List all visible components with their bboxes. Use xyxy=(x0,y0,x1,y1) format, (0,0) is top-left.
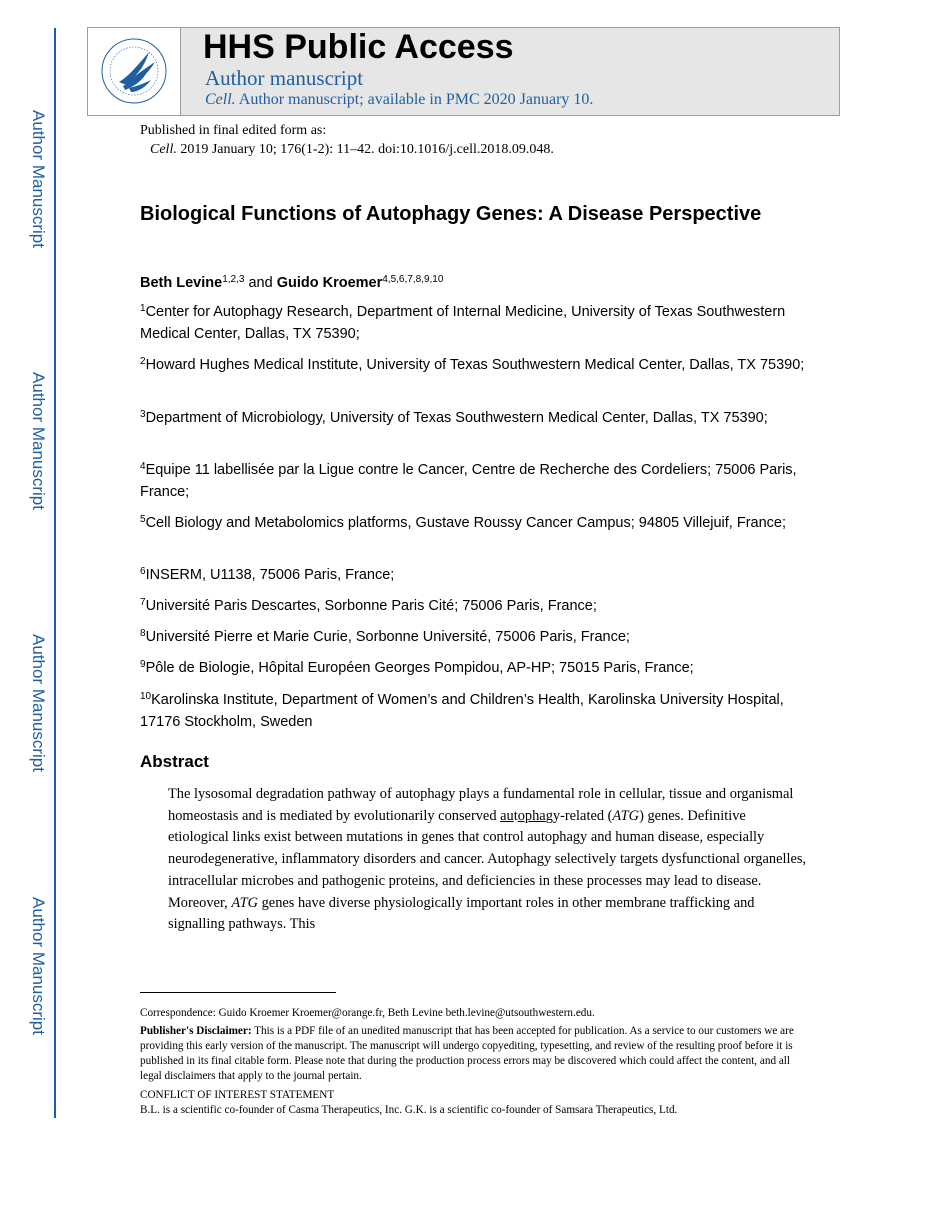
affiliation: $^7$Université Paris Descartes, Sorbonne Paris Cité; 75006 Paris, France; xyxy=(140,597,597,614)
header-subtitle: Author manuscript xyxy=(205,66,364,90)
coi-statement: B.L. is a scientific co-founder of Casma Therapeutics, Inc. G.K. is a scientific co-founder of Samsara Therapeutics, Ltd. xyxy=(140,1104,678,1116)
hhs-logo xyxy=(88,28,181,115)
affiliation: $^8$Université Pierre et Marie Curie, Sorbonne Université, 75006 Paris, France; xyxy=(140,628,630,645)
author-line: Beth Levine$^{1,2,3}$ and Guido Kroemer$^{4,5,6,7,8,9,10}$ xyxy=(140,274,444,291)
affiliation: $^4$Equipe 11 labellisée par la Ligue contre le Cancer, Centre de Recherche des Cordeliers; 75006 Paris, France; xyxy=(140,461,797,500)
abstract-heading: Abstract xyxy=(140,752,209,771)
affiliation: $^5$Cell Biology and Metabolomics platforms, Gustave Roussy Cancer Campus; 94805 Villejuif, France; xyxy=(140,514,787,531)
published-label: Published in final edited form as: xyxy=(140,123,327,138)
correspondence-note: Correspondence: Guido Kroemer Kroemer@orange.fr, Beth Levine beth.levine@utsouthwestern.edu. xyxy=(140,1007,595,1019)
affiliation: $^3$Department of Microbiology, University of Texas Southwestern Medical Center, Dallas, TX 75390; xyxy=(140,409,768,426)
header-title: HHS Public Access xyxy=(203,28,514,66)
header-availability: Cell. Author manuscript; available in PMC 2020 January 10. xyxy=(205,91,594,108)
author-name: Guido Kroemer xyxy=(276,275,383,291)
published-block xyxy=(140,121,554,159)
affiliation: $^9$Pôle de Biologie, Hôpital Européen Georges Pompidou, AP-HP; 75015 Paris, France; xyxy=(140,659,694,676)
publisher-disclaimer: Publisher's Disclaimer: This is a PDF file of an unedited manuscript that has been accepted for publication. As a service to our customers we are providing this early version of the manuscript. The manuscript will undergo copyediting, typesetting, and review of the resulting proof before it is published in its final citable form. Please note that during the production process errors may be discovered which could affect the content, and all legal disclaimers that apply to the journal pertain. xyxy=(140,1025,794,1082)
hhs-eagle-icon xyxy=(99,36,169,106)
affiliation: $^6$INSERM, U1138, 75006 Paris, France; xyxy=(140,566,395,583)
margin-rule xyxy=(54,28,56,1118)
coi-heading: CONFLICT OF INTEREST STATEMENT xyxy=(140,1089,335,1101)
abstract-text: The lysosomal degradation pathway of autophagy plays a fundamental role in cellular, tissue and organismal homeostasis and is mediated by evolutionarily conserved autophagy-related (ATG) genes. Definitive etiological links exist between mutations in genes that control autophagy and human disease, especially neurodegenerative, inflammatory disorders and cancer. Autophagy selectively targets dysfunctional organelles, intracellular microbes and pathogenic proteins, and deficiencies in these processes may lead to disease. Moreover, ATG genes have diverse physiologically important roles in other membrane trafficking and signalling pathways. This xyxy=(168,786,807,933)
side-label: Author Manuscript xyxy=(29,372,48,510)
author-name: Beth Levine xyxy=(140,275,223,291)
hhs-header xyxy=(87,27,840,116)
affiliation: $^1$Center for Autophagy Research, Department of Internal Medicine, University of Texas Southwestern Medical Center, Dallas, TX 75390; xyxy=(140,303,786,342)
footnote-rule xyxy=(140,992,336,993)
published-citation: Cell. 2019 January 10; 176(1-2): 11–42. doi:10.1016/j.cell.2018.09.048. xyxy=(150,142,554,157)
side-label: Author Manuscript xyxy=(29,634,48,772)
side-label: Author Manuscript xyxy=(29,110,48,248)
article-title: Biological Functions of Autophagy Genes: A Disease Perspective xyxy=(140,203,762,225)
side-label: Author Manuscript xyxy=(29,897,48,1035)
affiliation: $^{10}$Karolinska Institute, Department of Women’s and Children’s Health, Karolinska University Hospital, 17176 Stockholm, Sweden xyxy=(140,691,784,730)
affiliation: $^2$Howard Hughes Medical Institute, University of Texas Southwestern Medical Center, Dallas, TX 75390; xyxy=(140,356,805,373)
